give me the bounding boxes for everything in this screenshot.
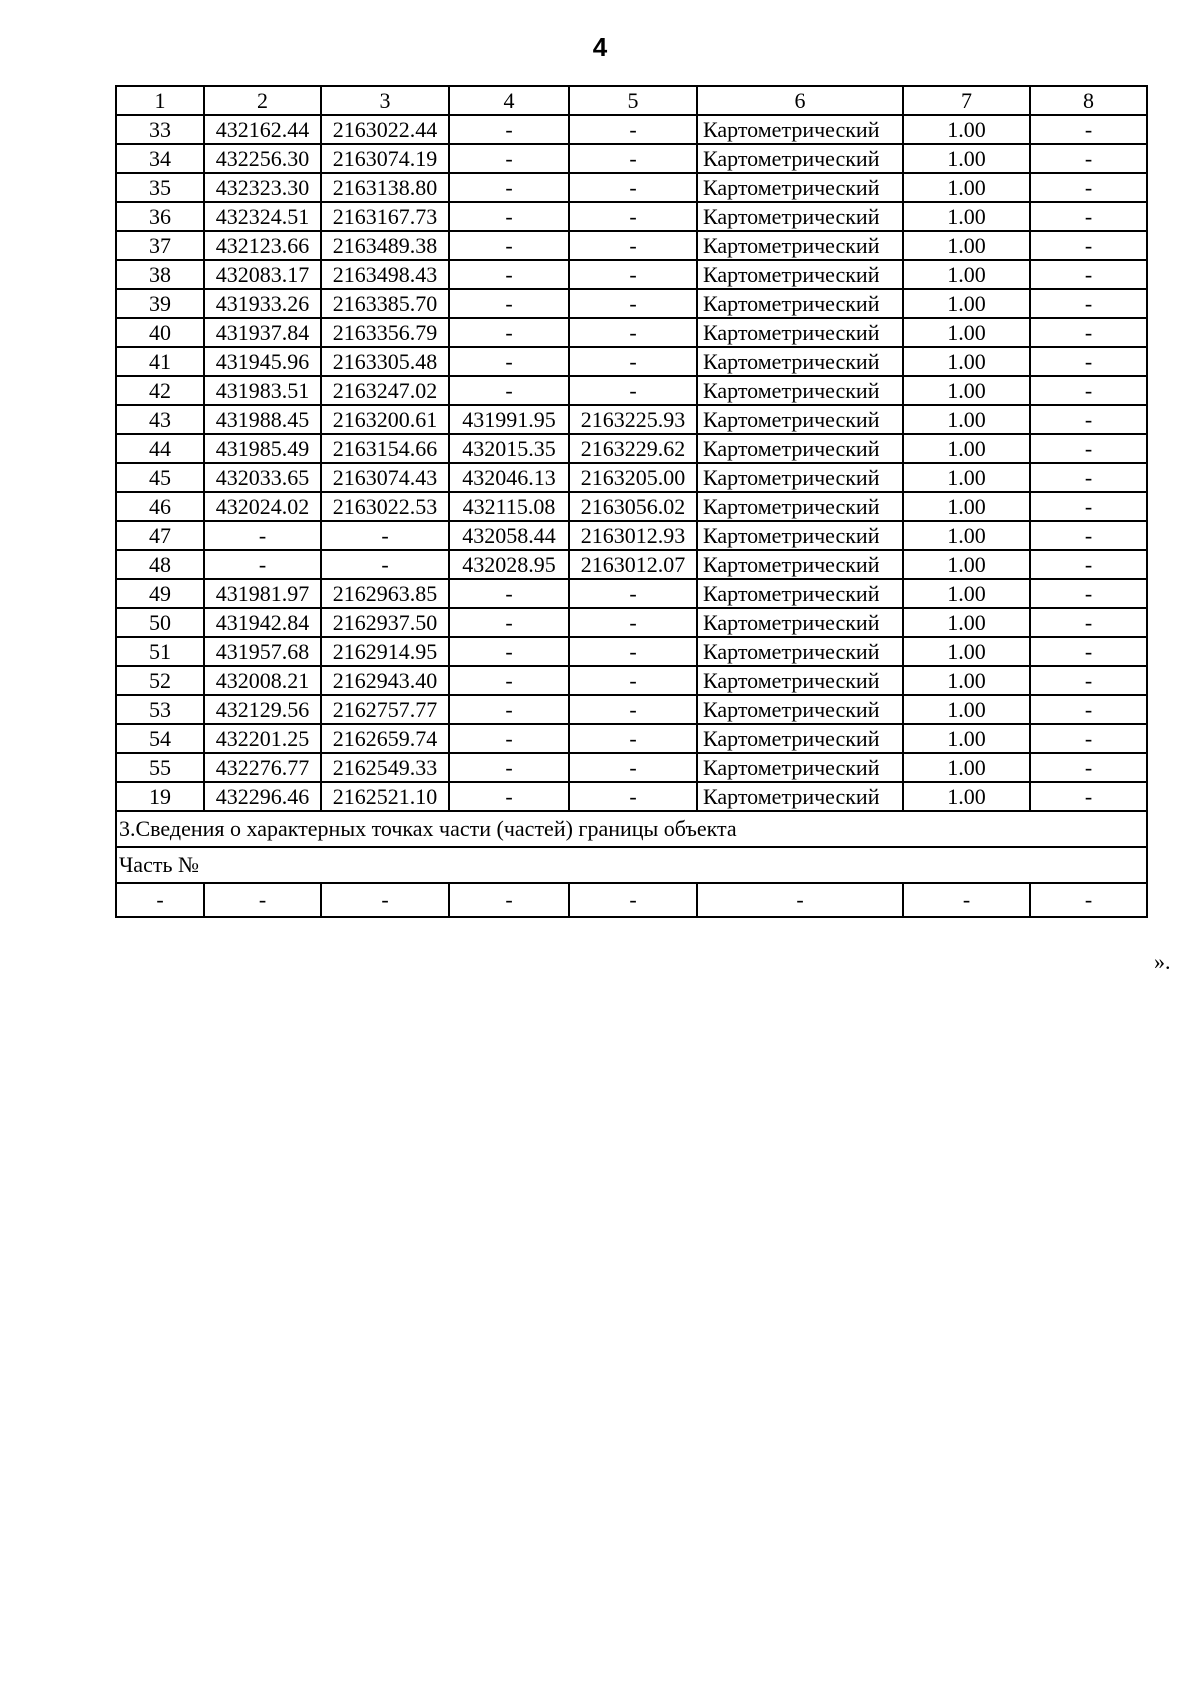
cell-x-new: -: [449, 289, 569, 318]
cell-y-new: -: [569, 608, 697, 637]
cell-accuracy: 1.00: [903, 666, 1030, 695]
table-row: [116, 173, 1147, 202]
cell-y-existing: 2163022.53: [321, 492, 449, 521]
cell-x-new: -: [449, 724, 569, 753]
table-row: [116, 434, 1147, 463]
cell-x-existing: 431937.84: [204, 318, 321, 347]
cell-y-new: -: [569, 289, 697, 318]
cell-x-new: -: [449, 608, 569, 637]
cell-y-new: -: [569, 579, 697, 608]
cell-description: -: [1030, 608, 1147, 637]
cell-accuracy: 1.00: [903, 347, 1030, 376]
cell-x-existing: 432296.46: [204, 782, 321, 811]
cell-accuracy: 1.00: [903, 434, 1030, 463]
cell-description: -: [1030, 782, 1147, 811]
cell-accuracy: 7: [903, 86, 1030, 115]
cell-accuracy: 1.00: [903, 521, 1030, 550]
cell-x-existing: -: [204, 521, 321, 550]
cell-x-new: -: [449, 695, 569, 724]
cell-accuracy: 1.00: [903, 202, 1030, 231]
cell-y-new: -: [569, 637, 697, 666]
cell-y-new: -: [569, 260, 697, 289]
cell-y-new: -: [569, 753, 697, 782]
cell-x-existing: 432324.51: [204, 202, 321, 231]
cell-x-new: -: [449, 260, 569, 289]
cell-accuracy: 1.00: [903, 144, 1030, 173]
cell-point-number: 52: [116, 666, 204, 695]
cell-method: Картометрический: [697, 463, 903, 492]
cell-x-existing: 431983.51: [204, 376, 321, 405]
cell-x-existing: 431933.26: [204, 289, 321, 318]
cell-x-existing: 432162.44: [204, 115, 321, 144]
cell-y-new: -: [569, 695, 697, 724]
table-row: [116, 376, 1147, 405]
cell-y-existing: 2163074.19: [321, 144, 449, 173]
cell-method: 6: [697, 86, 903, 115]
cell-description: -: [1030, 289, 1147, 318]
cell-x-existing: 431981.97: [204, 579, 321, 608]
cell-y-existing: 3: [321, 86, 449, 115]
cell-x-existing: 431942.84: [204, 608, 321, 637]
cell-x-existing: 432123.66: [204, 231, 321, 260]
table-row: [116, 231, 1147, 260]
cell-description: -: [1030, 173, 1147, 202]
table-body: [116, 86, 1147, 917]
cell-point-number: 39: [116, 289, 204, 318]
table-row: [116, 666, 1147, 695]
cell-point-number: 41: [116, 347, 204, 376]
cell-x-existing: 431988.45: [204, 405, 321, 434]
cell-x-existing: 2: [204, 86, 321, 115]
cell-y-new: -: [569, 144, 697, 173]
cell-point-number: 47: [116, 521, 204, 550]
column-number-row: [116, 86, 1147, 115]
cell-method: Картометрический: [697, 695, 903, 724]
cell-accuracy: 1.00: [903, 405, 1030, 434]
cell-y-existing: 2162549.33: [321, 753, 449, 782]
cell-x-new: -: [449, 347, 569, 376]
cell-x-new: -: [449, 202, 569, 231]
cell-point-number: 49: [116, 579, 204, 608]
cell-x-new: -: [449, 782, 569, 811]
cell-point-number: 55: [116, 753, 204, 782]
cell-x-new: 432046.13: [449, 463, 569, 492]
cell-description: -: [1030, 753, 1147, 782]
cell-y-new: 2163012.07: [569, 550, 697, 579]
cell-point-number: 34: [116, 144, 204, 173]
cell-y-existing: 2162943.40: [321, 666, 449, 695]
part-label-row: [116, 847, 1147, 883]
cell-x-new: -: [449, 376, 569, 405]
cell-x-new: -: [449, 753, 569, 782]
cell-point-number: 37: [116, 231, 204, 260]
cell-description: -: [1030, 521, 1147, 550]
section-title: 3.Сведения о характерных точках части (частей) границы объекта: [116, 811, 1147, 847]
cell-point-number: 38: [116, 260, 204, 289]
cell-y-new: -: [569, 173, 697, 202]
cell-y-existing: -: [321, 883, 449, 917]
cell-x-existing: 431985.49: [204, 434, 321, 463]
table-row: [116, 550, 1147, 579]
cell-x-existing: 432024.02: [204, 492, 321, 521]
cell-method: Картометрический: [697, 753, 903, 782]
cell-point-number: 51: [116, 637, 204, 666]
cell-y-existing: 2162659.74: [321, 724, 449, 753]
cell-description: -: [1030, 637, 1147, 666]
cell-x-existing: 431957.68: [204, 637, 321, 666]
cell-y-new: -: [569, 202, 697, 231]
table-row: [116, 405, 1147, 434]
cell-y-existing: -: [321, 550, 449, 579]
cell-y-existing: 2163200.61: [321, 405, 449, 434]
cell-description: -: [1030, 376, 1147, 405]
cell-y-existing: -: [321, 521, 449, 550]
cell-x-new: -: [449, 144, 569, 173]
cell-point-number: 1: [116, 86, 204, 115]
cell-description: -: [1030, 115, 1147, 144]
cell-x-new: -: [449, 579, 569, 608]
cell-x-existing: 432083.17: [204, 260, 321, 289]
cell-x-new: 431991.95: [449, 405, 569, 434]
cell-point-number: -: [116, 883, 204, 917]
cell-description: -: [1030, 144, 1147, 173]
cell-description: 8: [1030, 86, 1147, 115]
table-row: [116, 347, 1147, 376]
cell-point-number: 45: [116, 463, 204, 492]
cell-accuracy: -: [903, 883, 1030, 917]
cell-y-existing: 2163356.79: [321, 318, 449, 347]
cell-description: -: [1030, 347, 1147, 376]
table-row: [116, 202, 1147, 231]
table-row: [116, 492, 1147, 521]
cell-x-new: -: [449, 115, 569, 144]
cell-y-new: -: [569, 724, 697, 753]
cell-description: -: [1030, 260, 1147, 289]
cell-method: Картометрический: [697, 724, 903, 753]
cell-y-new: 2163012.93: [569, 521, 697, 550]
cell-y-existing: 2162963.85: [321, 579, 449, 608]
cell-x-new: -: [449, 883, 569, 917]
cell-x-new: 4: [449, 86, 569, 115]
cell-y-new: -: [569, 231, 697, 260]
cell-description: -: [1030, 579, 1147, 608]
cell-x-new: -: [449, 318, 569, 347]
cell-description: -: [1030, 463, 1147, 492]
cell-x-new: 432058.44: [449, 521, 569, 550]
cell-description: -: [1030, 883, 1147, 917]
cell-accuracy: 1.00: [903, 115, 1030, 144]
part-label: Часть №: [116, 847, 1147, 883]
cell-method: Картометрический: [697, 231, 903, 260]
cell-accuracy: 1.00: [903, 376, 1030, 405]
section-title-row: [116, 811, 1147, 847]
table-row: [116, 318, 1147, 347]
cell-point-number: 19: [116, 782, 204, 811]
cell-method: Картометрический: [697, 202, 903, 231]
cell-method: Картометрический: [697, 666, 903, 695]
cell-y-existing: 2163022.44: [321, 115, 449, 144]
cell-method: Картометрический: [697, 550, 903, 579]
characteristic-points-table: [115, 85, 1148, 918]
cell-y-new: 2163229.62: [569, 434, 697, 463]
cell-point-number: 44: [116, 434, 204, 463]
cell-point-number: 48: [116, 550, 204, 579]
cell-method: Картометрический: [697, 492, 903, 521]
cell-method: Картометрический: [697, 782, 903, 811]
cell-method: Картометрический: [697, 376, 903, 405]
cell-point-number: 36: [116, 202, 204, 231]
cell-description: -: [1030, 724, 1147, 753]
cell-description: -: [1030, 492, 1147, 521]
cell-x-existing: -: [204, 550, 321, 579]
cell-accuracy: 1.00: [903, 492, 1030, 521]
table-row: [116, 753, 1147, 782]
cell-point-number: 40: [116, 318, 204, 347]
cell-method: Картометрический: [697, 579, 903, 608]
cell-x-new: 432015.35: [449, 434, 569, 463]
cell-y-new: 2163225.93: [569, 405, 697, 434]
cell-method: Картометрический: [697, 318, 903, 347]
cell-accuracy: 1.00: [903, 637, 1030, 666]
cell-description: -: [1030, 434, 1147, 463]
cell-method: Картометрический: [697, 260, 903, 289]
cell-y-new: -: [569, 318, 697, 347]
cell-y-existing: 2163074.43: [321, 463, 449, 492]
cell-y-existing: 2163385.70: [321, 289, 449, 318]
cell-y-existing: 2163138.80: [321, 173, 449, 202]
cell-method: Картометрический: [697, 144, 903, 173]
cell-y-new: -: [569, 376, 697, 405]
cell-description: -: [1030, 231, 1147, 260]
cell-x-existing: 432323.30: [204, 173, 321, 202]
table-row: [116, 637, 1147, 666]
table-row: [116, 579, 1147, 608]
cell-point-number: 43: [116, 405, 204, 434]
cell-x-new: -: [449, 666, 569, 695]
cell-method: Картометрический: [697, 521, 903, 550]
cell-description: -: [1030, 405, 1147, 434]
cell-accuracy: 1.00: [903, 173, 1030, 202]
cell-method: -: [697, 883, 903, 917]
cell-method: Картометрический: [697, 405, 903, 434]
cell-accuracy: 1.00: [903, 695, 1030, 724]
table-row: [116, 115, 1147, 144]
cell-y-existing: 2162937.50: [321, 608, 449, 637]
cell-y-existing: 2163167.73: [321, 202, 449, 231]
cell-accuracy: 1.00: [903, 318, 1030, 347]
table-row: [116, 463, 1147, 492]
cell-x-existing: 431945.96: [204, 347, 321, 376]
page-number: 4: [592, 32, 608, 62]
table-row: [116, 144, 1147, 173]
cell-point-number: 54: [116, 724, 204, 753]
cell-x-existing: 432276.77: [204, 753, 321, 782]
cell-y-new: -: [569, 883, 697, 917]
cell-y-new: 5: [569, 86, 697, 115]
cell-accuracy: 1.00: [903, 724, 1030, 753]
cell-description: -: [1030, 550, 1147, 579]
cell-point-number: 53: [116, 695, 204, 724]
cell-x-existing: 432129.56: [204, 695, 321, 724]
cell-accuracy: 1.00: [903, 289, 1030, 318]
cell-accuracy: 1.00: [903, 260, 1030, 289]
cell-x-new: 432115.08: [449, 492, 569, 521]
cell-x-existing: 432201.25: [204, 724, 321, 753]
table-row: [116, 782, 1147, 811]
cell-description: -: [1030, 666, 1147, 695]
cell-point-number: 35: [116, 173, 204, 202]
cell-description: -: [1030, 695, 1147, 724]
cell-y-existing: 2162521.10: [321, 782, 449, 811]
cell-x-new: -: [449, 173, 569, 202]
cell-y-new: -: [569, 782, 697, 811]
cell-x-new: 432028.95: [449, 550, 569, 579]
cell-point-number: 46: [116, 492, 204, 521]
cell-accuracy: 1.00: [903, 608, 1030, 637]
cell-point-number: 50: [116, 608, 204, 637]
cell-accuracy: 1.00: [903, 579, 1030, 608]
cell-method: Картометрический: [697, 347, 903, 376]
closing-quote: ».: [1154, 949, 1171, 974]
table-row: [116, 289, 1147, 318]
cell-x-existing: 432008.21: [204, 666, 321, 695]
cell-x-existing: 432256.30: [204, 144, 321, 173]
cell-method: Картометрический: [697, 434, 903, 463]
cell-accuracy: 1.00: [903, 231, 1030, 260]
cell-y-existing: 2163154.66: [321, 434, 449, 463]
cell-method: Картометрический: [697, 173, 903, 202]
cell-point-number: 33: [116, 115, 204, 144]
cell-accuracy: 1.00: [903, 550, 1030, 579]
empty-part-row: [116, 883, 1147, 917]
cell-x-existing: 432033.65: [204, 463, 321, 492]
cell-method: Картометрический: [697, 608, 903, 637]
cell-y-existing: 2163498.43: [321, 260, 449, 289]
cell-y-existing: 2163489.38: [321, 231, 449, 260]
cell-x-new: -: [449, 637, 569, 666]
cell-x-existing: -: [204, 883, 321, 917]
cell-x-new: -: [449, 231, 569, 260]
cell-y-new: 2163205.00: [569, 463, 697, 492]
cell-y-existing: 2163247.02: [321, 376, 449, 405]
cell-method: Картометрический: [697, 115, 903, 144]
cell-description: -: [1030, 318, 1147, 347]
cell-description: -: [1030, 202, 1147, 231]
cell-accuracy: 1.00: [903, 753, 1030, 782]
cell-y-new: -: [569, 347, 697, 376]
table-row: [116, 724, 1147, 753]
cell-method: Картометрический: [697, 637, 903, 666]
table-row: [116, 260, 1147, 289]
table-row: [116, 695, 1147, 724]
cell-y-new: 2163056.02: [569, 492, 697, 521]
cell-y-new: -: [569, 115, 697, 144]
cell-method: Картометрический: [697, 289, 903, 318]
cell-y-existing: 2162914.95: [321, 637, 449, 666]
cell-accuracy: 1.00: [903, 463, 1030, 492]
cell-point-number: 42: [116, 376, 204, 405]
cell-accuracy: 1.00: [903, 782, 1030, 811]
cell-y-existing: 2162757.77: [321, 695, 449, 724]
table-row: [116, 608, 1147, 637]
cell-y-existing: 2163305.48: [321, 347, 449, 376]
table-row: [116, 521, 1147, 550]
cell-y-new: -: [569, 666, 697, 695]
